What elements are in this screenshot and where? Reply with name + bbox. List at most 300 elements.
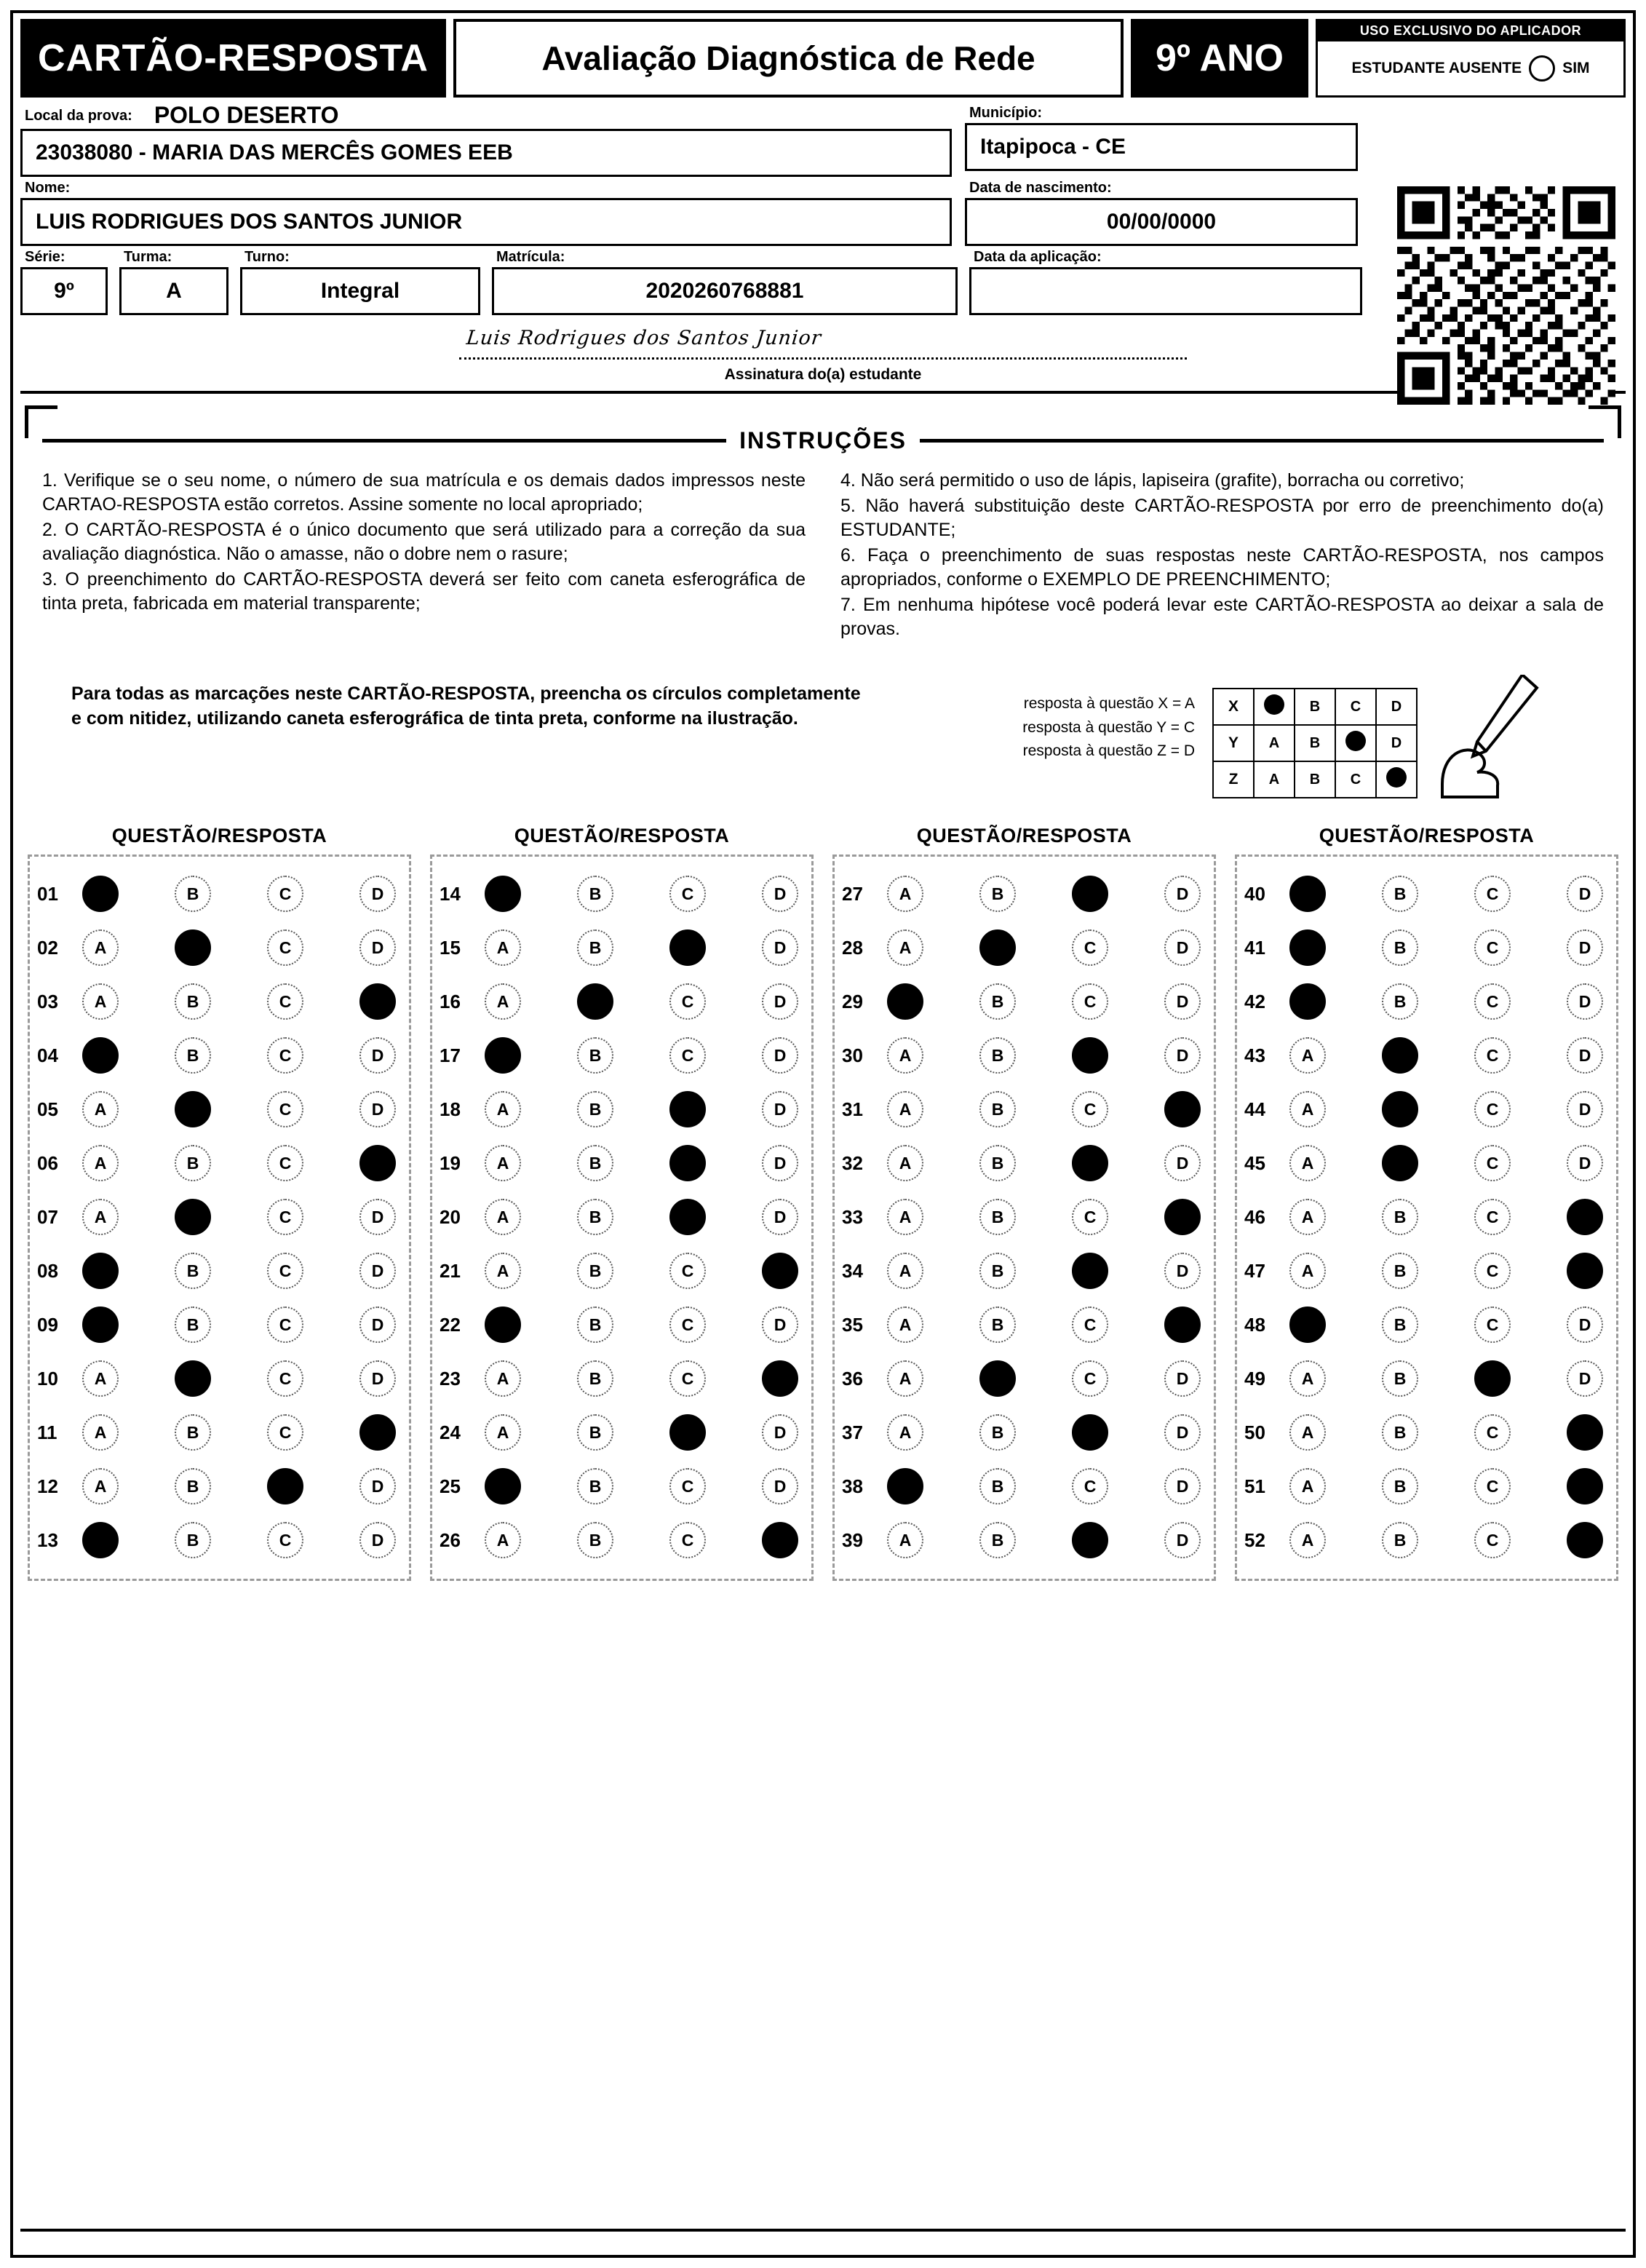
option-bubble[interactable]: C	[669, 1253, 706, 1289]
option-bubble-marked[interactable]	[577, 983, 613, 1020]
option-bubble[interactable]: C	[1474, 1091, 1511, 1127]
option-bubble-marked[interactable]	[1072, 1253, 1108, 1289]
option-bubble[interactable]: B	[577, 1253, 613, 1289]
aplicacao-label: Data da aplicação:	[974, 249, 1102, 265]
option-bubble[interactable]: C	[267, 1091, 303, 1127]
option-bubble[interactable]: A	[485, 1091, 521, 1127]
option-bubble[interactable]: A	[485, 1522, 521, 1558]
option-bubble[interactable]: B	[577, 929, 613, 966]
option-bubble[interactable]: D	[762, 983, 798, 1020]
option-bubble-marked[interactable]	[1072, 1037, 1108, 1074]
option-bubble[interactable]: C	[669, 1307, 706, 1343]
option-bubble[interactable]: C	[1474, 1414, 1511, 1451]
option-bubble-marked[interactable]	[175, 929, 211, 966]
option-bubble-marked[interactable]	[887, 1468, 923, 1504]
option-bubble[interactable]: A	[485, 983, 521, 1020]
option-bubble[interactable]: A	[1289, 1091, 1326, 1127]
option-bubble-marked[interactable]	[1382, 1145, 1418, 1181]
option-bubble[interactable]: A	[485, 929, 521, 966]
option-bubble[interactable]: D	[762, 1091, 798, 1127]
option-bubble-marked[interactable]	[1567, 1253, 1603, 1289]
option-bubble[interactable]: D	[762, 1037, 798, 1074]
option-bubble[interactable]: A	[485, 1199, 521, 1235]
option-bubble[interactable]: D	[359, 1199, 396, 1235]
filled-bubble-icon	[1386, 767, 1407, 788]
question-row	[842, 1352, 1206, 1405]
option-bubbles	[485, 1360, 804, 1397]
option-bubble[interactable]: B	[979, 1307, 1016, 1343]
option-bubble[interactable]: B	[175, 1253, 211, 1289]
option-bubble[interactable]: D	[1567, 1360, 1603, 1397]
option-bubble-marked[interactable]	[175, 1199, 211, 1235]
option-bubble[interactable]: C	[1072, 929, 1108, 966]
option-bubble[interactable]: A	[1289, 1199, 1326, 1235]
option-bubble-marked[interactable]	[1382, 1037, 1418, 1074]
option-bubble-marked[interactable]	[1382, 1091, 1418, 1127]
option-bubble[interactable]: C	[1474, 1199, 1511, 1235]
option-bubble-marked[interactable]	[485, 1307, 521, 1343]
option-bubble[interactable]: A	[82, 1091, 119, 1127]
option-bubble[interactable]: D	[359, 1091, 396, 1127]
option-bubble[interactable]: A	[82, 929, 119, 966]
option-bubble[interactable]: C	[1474, 1522, 1511, 1558]
question-row	[842, 1136, 1206, 1190]
instruction-item: 3. O preenchimento do CARTÃO-RESPOSTA deverá ser feito com caneta esferográfica de tinta preta, fabricada em material transparente;	[42, 569, 806, 614]
option-bubble[interactable]: C	[1072, 1468, 1108, 1504]
option-bubble-marked[interactable]	[359, 983, 396, 1020]
option-bubble[interactable]: B	[1382, 1199, 1418, 1235]
option-bubble[interactable]: B	[175, 983, 211, 1020]
question-number: 29	[842, 990, 863, 1012]
option-bubble[interactable]: C	[267, 1414, 303, 1451]
option-bubble-marked[interactable]	[485, 876, 521, 912]
option-bubble[interactable]: D	[1164, 1253, 1201, 1289]
option-bubble[interactable]: A	[887, 1145, 923, 1181]
option-bubble[interactable]: D	[359, 1037, 396, 1074]
option-bubble-marked[interactable]	[1072, 1145, 1108, 1181]
option-bubble-marked[interactable]	[1567, 1414, 1603, 1451]
option-bubble[interactable]: C	[1072, 983, 1108, 1020]
option-bubble[interactable]: B	[979, 1199, 1016, 1235]
question-number: 46	[1244, 1205, 1265, 1228]
option-bubble[interactable]: A	[887, 1414, 923, 1451]
option-bubble[interactable]: B	[1382, 1307, 1418, 1343]
option-bubble[interactable]: C	[1072, 1091, 1108, 1127]
option-bubbles	[485, 1253, 804, 1289]
option-bubble[interactable]: B	[979, 1091, 1016, 1127]
option-bubble[interactable]: C	[267, 1360, 303, 1397]
option-bubble[interactable]: D	[762, 1199, 798, 1235]
option-bubble[interactable]: B	[979, 1468, 1016, 1504]
option-bubble[interactable]: D	[1164, 1037, 1201, 1074]
question-row	[1244, 921, 1609, 975]
option-bubble[interactable]: C	[669, 983, 706, 1020]
option-bubble[interactable]: A	[1289, 1414, 1326, 1451]
option-bubble[interactable]: A	[82, 1199, 119, 1235]
option-bubble[interactable]: C	[267, 983, 303, 1020]
grade-badge: 9º ANO	[1131, 19, 1308, 98]
option-bubbles	[887, 1468, 1206, 1504]
option-bubble[interactable]: C	[267, 1307, 303, 1343]
signature-line[interactable]	[459, 325, 1187, 360]
option-bubble-marked[interactable]	[1072, 876, 1108, 912]
option-bubble[interactable]: A	[82, 1468, 119, 1504]
option-bubbles	[887, 1414, 1206, 1451]
instructions-columns	[42, 469, 1604, 643]
example-bubble-marked	[1254, 689, 1295, 725]
serie-field	[20, 246, 108, 315]
question-number: 32	[842, 1151, 863, 1174]
question-number: 13	[37, 1528, 58, 1551]
hand-icon	[1435, 675, 1544, 798]
option-bubble[interactable]: B	[577, 1091, 613, 1127]
option-bubble[interactable]: B	[577, 1037, 613, 1074]
option-bubble[interactable]: C	[267, 929, 303, 966]
option-bubble-marked[interactable]	[669, 929, 706, 966]
option-bubble[interactable]: D	[359, 1253, 396, 1289]
option-bubble[interactable]: C	[669, 876, 706, 912]
option-bubble[interactable]: C	[1072, 1307, 1108, 1343]
option-bubble[interactable]: B	[175, 1307, 211, 1343]
example-row-label: Y	[1213, 725, 1254, 761]
option-bubble-marked[interactable]	[1567, 1522, 1603, 1558]
instruction-item: 2. O CARTÃO-RESPOSTA é o único documento que será utilizado para a correção da sua avaliação diagnóstica. Não o amasse, não o dobre nem o rasure;	[42, 520, 806, 564]
option-bubble-marked[interactable]	[485, 1037, 521, 1074]
option-bubble-marked[interactable]	[1164, 1199, 1201, 1235]
option-bubble-marked[interactable]	[762, 1522, 798, 1558]
option-bubble[interactable]: A	[887, 1091, 923, 1127]
aplicacao-field	[969, 246, 1362, 315]
option-bubble[interactable]: A	[82, 1414, 119, 1451]
option-bubble-marked[interactable]	[82, 876, 119, 912]
option-bubble[interactable]: C	[1474, 1037, 1511, 1074]
option-bubble-marked[interactable]	[175, 1091, 211, 1127]
turno-field	[240, 246, 480, 315]
option-bubble-marked[interactable]	[1164, 1307, 1201, 1343]
question-row	[842, 1459, 1206, 1513]
question-number: 15	[440, 936, 461, 959]
option-bubble[interactable]: B	[1382, 1360, 1418, 1397]
option-bubble[interactable]: B	[1382, 1253, 1418, 1289]
option-bubble[interactable]: D	[762, 1145, 798, 1181]
question-number: 26	[440, 1528, 461, 1551]
option-bubble[interactable]: B	[979, 1522, 1016, 1558]
option-bubble-marked[interactable]	[1289, 1307, 1326, 1343]
school-value: 23038080 - MARIA DAS MERCÊS GOMES EEB	[20, 129, 952, 177]
option-bubble-marked[interactable]	[359, 1145, 396, 1181]
option-bubble-marked[interactable]	[1164, 1091, 1201, 1127]
example-bubble: C	[1335, 689, 1376, 725]
option-bubble[interactable]: B	[979, 1253, 1016, 1289]
option-bubble[interactable]: C	[1474, 876, 1511, 912]
question-row	[842, 1244, 1206, 1298]
option-bubbles	[887, 1253, 1206, 1289]
option-bubble[interactable]: D	[1567, 1091, 1603, 1127]
option-bubble[interactable]: A	[887, 1199, 923, 1235]
question-number: 52	[1244, 1528, 1265, 1551]
option-bubble[interactable]: A	[485, 1145, 521, 1181]
option-bubble[interactable]: A	[887, 1037, 923, 1074]
question-number: 22	[440, 1313, 461, 1336]
option-bubble-marked[interactable]	[175, 1360, 211, 1397]
option-bubble[interactable]: A	[887, 929, 923, 966]
title-rule-left	[42, 439, 726, 443]
question-number: 50	[1244, 1421, 1265, 1443]
option-bubble-marked[interactable]	[1289, 983, 1326, 1020]
fill-example	[42, 682, 1604, 798]
option-bubble[interactable]: D	[1567, 876, 1603, 912]
question-number: 51	[1244, 1475, 1265, 1497]
option-bubbles	[485, 1468, 804, 1504]
option-bubble-marked[interactable]	[485, 1468, 521, 1504]
option-bubble[interactable]: B	[1382, 1468, 1418, 1504]
question-number: 39	[842, 1528, 863, 1551]
option-bubble[interactable]: D	[359, 1468, 396, 1504]
question-row	[1244, 1513, 1609, 1567]
option-bubble-marked[interactable]	[887, 983, 923, 1020]
question-number: 19	[440, 1151, 461, 1174]
option-bubble-marked[interactable]	[1072, 1522, 1108, 1558]
question-number: 14	[440, 882, 461, 905]
option-bubble[interactable]: A	[1289, 1522, 1326, 1558]
option-bubbles	[887, 1091, 1206, 1127]
municipio-label: Município:	[969, 105, 1042, 121]
option-bubble[interactable]: B	[175, 1414, 211, 1451]
option-bubble[interactable]: D	[1567, 1145, 1603, 1181]
option-bubble[interactable]: B	[577, 876, 613, 912]
option-bubble[interactable]: D	[1164, 1414, 1201, 1451]
question-row	[440, 1513, 804, 1567]
option-bubbles	[485, 1199, 804, 1235]
turma-label: Turma:	[124, 249, 172, 265]
legend-line: resposta à questão X = A	[1023, 695, 1195, 712]
option-bubble[interactable]: B	[1382, 876, 1418, 912]
local-municipio-row	[20, 102, 1626, 177]
question-row	[842, 867, 1206, 921]
option-bubble[interactable]: D	[762, 1468, 798, 1504]
option-bubble[interactable]: B	[175, 1468, 211, 1504]
option-bubbles	[1289, 1468, 1609, 1504]
option-bubble[interactable]: C	[1474, 1145, 1511, 1181]
option-bubble-marked[interactable]	[762, 1360, 798, 1397]
option-bubble[interactable]: B	[175, 1145, 211, 1181]
option-bubble[interactable]: D	[762, 1414, 798, 1451]
option-bubble[interactable]: A	[485, 1253, 521, 1289]
option-bubble[interactable]: D	[1567, 1307, 1603, 1343]
option-bubble[interactable]: D	[359, 929, 396, 966]
option-bubbles	[82, 1360, 402, 1397]
option-bubble[interactable]: C	[267, 1037, 303, 1074]
option-bubble[interactable]: B	[979, 876, 1016, 912]
option-bubbles	[1289, 1522, 1609, 1558]
option-bubble[interactable]: A	[1289, 1360, 1326, 1397]
option-bubble-marked[interactable]	[669, 1414, 706, 1451]
student-absent-yes: SIM	[1562, 60, 1590, 76]
option-bubble[interactable]: A	[887, 876, 923, 912]
option-bubble[interactable]: B	[175, 876, 211, 912]
option-bubble[interactable]: B	[979, 983, 1016, 1020]
option-bubble[interactable]: D	[1164, 1468, 1201, 1504]
question-number: 24	[440, 1421, 461, 1443]
option-bubble-marked[interactable]	[1072, 1414, 1108, 1451]
option-bubble-marked[interactable]	[1567, 1199, 1603, 1235]
question-row	[37, 1352, 402, 1405]
option-bubble[interactable]: A	[485, 1360, 521, 1397]
option-bubble-marked[interactable]	[82, 1307, 119, 1343]
option-bubble[interactable]: A	[1289, 1145, 1326, 1181]
option-bubble-marked[interactable]	[82, 1522, 119, 1558]
option-bubble[interactable]: C	[669, 1468, 706, 1504]
option-bubble[interactable]: D	[359, 876, 396, 912]
option-bubble[interactable]: C	[1474, 1307, 1511, 1343]
turno-label: Turno:	[244, 249, 290, 265]
option-bubble[interactable]: D	[1164, 876, 1201, 912]
option-bubble[interactable]: B	[577, 1145, 613, 1181]
option-bubble[interactable]: B	[175, 1037, 211, 1074]
option-bubble[interactable]: D	[359, 1360, 396, 1397]
option-bubble-marked[interactable]	[1474, 1360, 1511, 1397]
option-bubble[interactable]: C	[267, 1253, 303, 1289]
question-row	[1244, 1136, 1609, 1190]
option-bubbles	[82, 929, 402, 966]
hand-with-pen-illustration	[1435, 682, 1544, 791]
option-bubble-marked[interactable]	[669, 1199, 706, 1235]
option-bubble[interactable]: A	[887, 1253, 923, 1289]
option-bubble[interactable]: D	[359, 1522, 396, 1558]
question-row	[37, 1459, 402, 1513]
option-bubble-marked[interactable]	[979, 1360, 1016, 1397]
option-bubble-marked[interactable]	[82, 1037, 119, 1074]
option-bubble[interactable]: A	[1289, 1037, 1326, 1074]
question-number: 02	[37, 936, 58, 959]
option-bubble[interactable]: A	[82, 983, 119, 1020]
option-bubble[interactable]: D	[1164, 1522, 1201, 1558]
option-bubble[interactable]: A	[82, 1360, 119, 1397]
option-bubble[interactable]: A	[887, 1522, 923, 1558]
option-bubbles	[82, 1037, 402, 1074]
option-bubble[interactable]: D	[359, 1307, 396, 1343]
option-bubble-marked[interactable]	[1289, 929, 1326, 966]
option-bubble[interactable]: B	[979, 1414, 1016, 1451]
option-bubble[interactable]: B	[577, 1307, 613, 1343]
option-bubble[interactable]: D	[1164, 1360, 1201, 1397]
option-bubble[interactable]: D	[1567, 1037, 1603, 1074]
student-absent-field	[1318, 41, 1623, 95]
option-bubble[interactable]: C	[669, 1522, 706, 1558]
option-bubble[interactable]: B	[175, 1522, 211, 1558]
option-bubble[interactable]: C	[669, 1360, 706, 1397]
corner-mark-top-left	[25, 405, 57, 438]
option-bubble[interactable]: A	[1289, 1253, 1326, 1289]
option-bubble[interactable]: B	[577, 1199, 613, 1235]
option-bubble[interactable]: D	[762, 876, 798, 912]
question-row	[1244, 1082, 1609, 1136]
option-bubble[interactable]: D	[1567, 983, 1603, 1020]
option-bubble[interactable]: D	[1164, 929, 1201, 966]
option-bubble[interactable]: C	[267, 876, 303, 912]
option-bubble[interactable]: B	[979, 1145, 1016, 1181]
option-bubble[interactable]: C	[267, 1199, 303, 1235]
question-number: 42	[1244, 990, 1265, 1012]
option-bubbles	[887, 983, 1206, 1020]
option-bubble[interactable]: D	[1164, 983, 1201, 1020]
question-number: 30	[842, 1044, 863, 1066]
option-bubble[interactable]: B	[1382, 1414, 1418, 1451]
question-number: 21	[440, 1259, 461, 1282]
option-bubble[interactable]: B	[577, 1522, 613, 1558]
question-row	[440, 1082, 804, 1136]
option-bubble[interactable]: C	[1474, 983, 1511, 1020]
question-number: 28	[842, 936, 863, 959]
option-bubble[interactable]: B	[1382, 929, 1418, 966]
question-number: 31	[842, 1098, 863, 1120]
option-bubble[interactable]: C	[267, 1145, 303, 1181]
question-number: 03	[37, 990, 58, 1012]
option-bubble-marked[interactable]	[359, 1414, 396, 1451]
option-bubble[interactable]: C	[669, 1037, 706, 1074]
option-bubble-marked[interactable]	[82, 1253, 119, 1289]
option-bubble[interactable]: A	[887, 1307, 923, 1343]
question-number: 44	[1244, 1098, 1265, 1120]
option-bubble[interactable]: B	[577, 1468, 613, 1504]
option-bubble[interactable]: C	[267, 1522, 303, 1558]
option-bubble-marked[interactable]	[1289, 876, 1326, 912]
option-bubble[interactable]: A	[82, 1145, 119, 1181]
option-bubble[interactable]: B	[577, 1360, 613, 1397]
option-bubble[interactable]: D	[762, 1307, 798, 1343]
instruction-item: 1. Verifique se o seu nome, o número de sua matrícula e os demais dados impressos neste CARTAO-RESPOSTA estão corretos. Assine somente no local apropriado;	[42, 470, 806, 515]
question-row	[1244, 867, 1609, 921]
option-bubble[interactable]: C	[1474, 1253, 1511, 1289]
nome-value: LUIS RODRIGUES DOS SANTOS JUNIOR	[20, 198, 952, 246]
student-absent-bubble[interactable]	[1529, 55, 1555, 82]
serie-label: Série:	[25, 249, 65, 265]
example-bubble: D	[1376, 725, 1417, 761]
example-bubble: C	[1335, 761, 1376, 798]
option-bubble[interactable]: B	[1382, 1522, 1418, 1558]
option-bubble[interactable]: B	[1382, 983, 1418, 1020]
option-bubble[interactable]: C	[1072, 1199, 1108, 1235]
instructions-right-column	[840, 469, 1604, 643]
option-bubble-marked[interactable]	[979, 929, 1016, 966]
answer-grid	[20, 825, 1626, 1581]
option-bubble-marked[interactable]	[669, 1091, 706, 1127]
turma-value: A	[119, 267, 228, 315]
option-bubble[interactable]: D	[1567, 929, 1603, 966]
option-bubble[interactable]: A	[485, 1414, 521, 1451]
option-bubble[interactable]: C	[1072, 1360, 1108, 1397]
option-bubble-marked[interactable]	[267, 1468, 303, 1504]
nome-label: Nome:	[25, 180, 71, 196]
option-bubble[interactable]: D	[762, 929, 798, 966]
option-bubbles	[485, 1037, 804, 1074]
option-bubble[interactable]: C	[1474, 1468, 1511, 1504]
option-bubbles	[887, 929, 1206, 966]
option-bubble[interactable]: B	[979, 1037, 1016, 1074]
option-bubbles	[485, 1145, 804, 1181]
option-bubble[interactable]: D	[1164, 1145, 1201, 1181]
option-bubble[interactable]: A	[1289, 1468, 1326, 1504]
answer-column-header: QUESTÃO/RESPOSTA	[111, 825, 327, 846]
option-bubble-marked[interactable]	[762, 1253, 798, 1289]
option-bubble[interactable]: C	[1474, 929, 1511, 966]
option-bubble-marked[interactable]	[1567, 1468, 1603, 1504]
option-bubble-marked[interactable]	[669, 1145, 706, 1181]
question-row	[440, 1405, 804, 1459]
option-bubble[interactable]: B	[577, 1414, 613, 1451]
option-bubble[interactable]: A	[887, 1360, 923, 1397]
option-bubbles	[82, 1522, 402, 1558]
